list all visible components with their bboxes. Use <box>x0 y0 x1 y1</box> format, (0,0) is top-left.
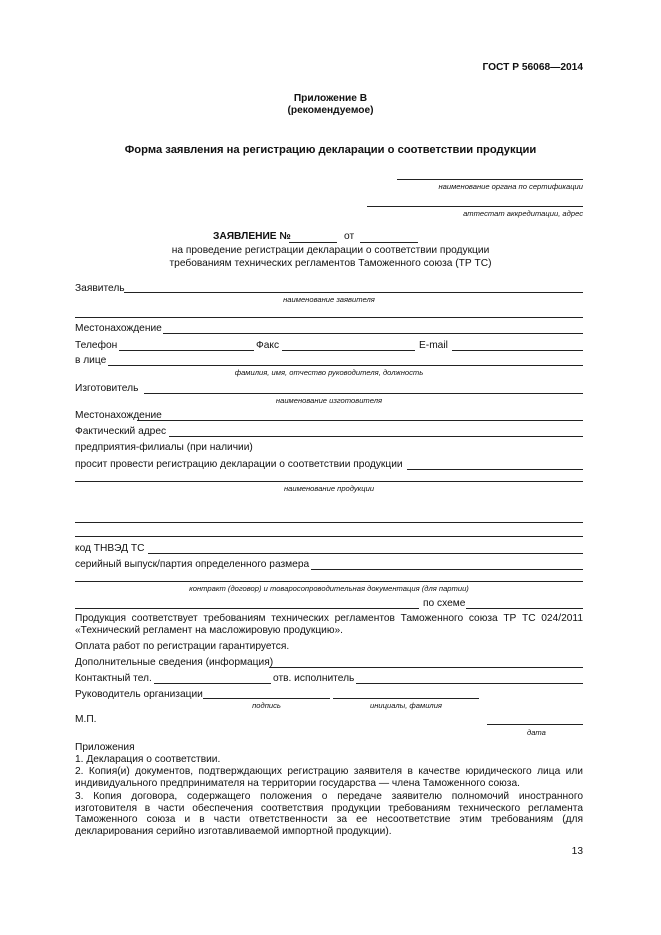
annex-status: (рекомендуемое) <box>287 105 374 116</box>
contract-line[interactable] <box>75 581 583 582</box>
branches-label: предприятия-филиалы (при наличии) <box>75 442 253 453</box>
email-line[interactable] <box>452 350 583 351</box>
attachments-title: Приложения <box>75 742 135 753</box>
date-line[interactable] <box>487 724 583 725</box>
phone-label: Телефон <box>75 340 118 351</box>
product-caption: наименование продукции <box>283 484 375 493</box>
contact-phone-line[interactable] <box>154 683 271 684</box>
addressee-line-2[interactable] <box>367 206 583 207</box>
applicant-line[interactable] <box>124 292 583 293</box>
location-line[interactable] <box>163 333 583 334</box>
location2-label: Местонахождение <box>75 410 162 421</box>
serial-line[interactable] <box>311 569 583 570</box>
addressee-caption-2: аттестат аккредитации, адрес <box>463 209 583 218</box>
statement-line3: требованиям технических регламентов Таможенного союза (ТР ТС) <box>169 258 492 269</box>
head-label: Руководитель организации <box>75 689 203 700</box>
signature-caption: подпись <box>252 701 281 710</box>
manufacturer-caption: наименование изготовителя <box>275 396 383 405</box>
email-label: E-mail <box>419 340 448 351</box>
attachment-item-3: 3. Копия договора, содержащего положения о передаче заявителю полномочий иностранного изготовителя в части обеспечения соответствия продукции требованиям технического регламента Таможенного союза и в части ответственности за ее несоответствие этим требованиям (для декларирования серийно изготавливаемой импортной продукции). <box>75 791 583 837</box>
phone-line[interactable] <box>119 350 254 351</box>
contract-detail-line[interactable] <box>75 608 419 609</box>
manufacturer-label: Изготовитель <box>75 383 139 394</box>
applicant-caption: наименование заявителя <box>283 295 375 304</box>
form-title: Форма заявления на регистрацию декларации о соответствии продукции <box>124 144 537 156</box>
statement-heading: ЗАЯВЛЕНИЕ № <box>213 231 291 242</box>
request-label: просит провести регистрацию декларации о соответствии продукции <box>75 459 403 470</box>
annex-title: Приложение В <box>293 93 368 104</box>
actual-address-label: Фактический адрес <box>75 426 167 437</box>
standard-number: ГОСТ Р 56068—2014 <box>482 62 583 73</box>
conformity-text: Продукция соответствует требованиям технических регламентов Таможенного союза ТР ТС 024/2011 «Технический регламент на масложировую продукцию». <box>75 613 583 636</box>
tnved-line[interactable] <box>148 553 583 554</box>
additional-label: Дополнительные сведения (информация) <box>75 657 274 668</box>
attachment-item-1: 1. Декларация о соответствии. <box>75 754 221 765</box>
page-number: 13 <box>571 846 583 857</box>
payment-text: Оплата работ по регистрации гарантируется. <box>75 641 290 652</box>
product-line[interactable] <box>75 481 583 482</box>
statement-date-line[interactable] <box>360 242 418 243</box>
location-label: Местонахождение <box>75 323 162 334</box>
seal-label: М.П. <box>75 714 97 725</box>
scheme-line[interactable] <box>466 608 583 609</box>
initials-line[interactable] <box>333 698 479 699</box>
applicant-label: Заявитель <box>75 283 125 294</box>
initials-caption: инициалы, фамилия <box>370 701 442 710</box>
contract-caption: контракт (договор) и товаросопроводительная документация (для партии) <box>189 584 469 593</box>
manufacturer-line[interactable] <box>144 393 583 394</box>
statement-from: от <box>344 231 355 242</box>
executor-label: отв. исполнитель <box>273 673 355 684</box>
contact-phone-label: Контактный тел. <box>75 673 152 684</box>
date-caption: дата <box>527 728 546 737</box>
product-extra-line-1[interactable] <box>75 522 583 523</box>
addressee-caption-1: наименование органа по сертификации <box>438 182 583 191</box>
serial-label: серийный выпуск/партия определенного размера <box>75 559 310 570</box>
person-label: в лице <box>75 355 107 366</box>
actual-address-line[interactable] <box>169 436 583 437</box>
tnved-label: код ТНВЭД ТС <box>75 543 145 554</box>
product-extra-line-2[interactable] <box>75 536 583 537</box>
applicant-line-2[interactable] <box>75 317 583 318</box>
fax-label: Факс <box>256 340 280 351</box>
statement-number-line[interactable] <box>289 242 337 243</box>
request-line[interactable] <box>407 469 583 470</box>
attachment-item-2: 2. Копия(и) документов, подтверждающих регистрацию заявителя в качестве юридического лица или индивидуального предпринимателя на территории государства — члена Таможенного союза. <box>75 766 583 789</box>
executor-line[interactable] <box>356 683 583 684</box>
additional-line[interactable] <box>269 667 583 668</box>
fax-line[interactable] <box>282 350 415 351</box>
scheme-label: по схеме <box>423 598 466 609</box>
person-line[interactable] <box>108 365 583 366</box>
addressee-line-1[interactable] <box>397 179 583 180</box>
person-caption: фамилия, имя, отчество руководителя, должность <box>234 368 424 377</box>
location2-line[interactable] <box>137 420 583 421</box>
signature-line[interactable] <box>203 698 330 699</box>
statement-line2: на проведение регистрации декларации о соответствии продукции <box>171 245 490 256</box>
